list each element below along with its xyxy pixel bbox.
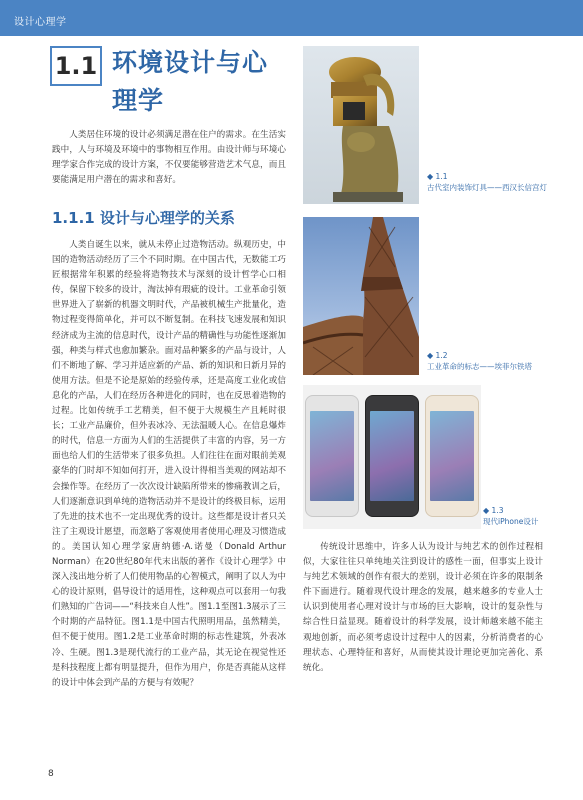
diamond-icon: ◆ [427,351,434,360]
figure-1-2-number: 1.2 [435,351,448,360]
figure-1-1-text: 古代室内装饰灯具——西汉长信宫灯 [427,182,547,192]
figure-1-3-caption [483,506,573,527]
page-number: 8 [48,769,54,779]
section-text: 人类自诞生以来，就从未停止过造物活动。纵观历史，中国的造物活动经历了三个不同时期。在中国古代，无数能工巧匠根据常年积累的经验将造物技术与深刻的设计哲学心口相传，保留下较多的设计，淘汰掉有瑕疵的设计。工业革命引领世界进入了崭新的机器文明时代，产品被机械生产批量化，造物过程变得简单化，并可以不断复制。在科技飞速发展和知识经济成为主流的信息时代，设计产品的精确性与功能性逐渐加强，种类与样式也愈加繁杂。面对品种繁多的产品与设计，人们不断地了解、学习并适应新的产品、新的知识和日新月异的使用方法。但是不论是原始的经验传承，还是高度工业化或信息化的产品，人们在经历各种进化的同时，也在反思着造物的过程。比如传统手工艺精美，但不便于大规模生产且耗时很长；工业产品廉价，但外表冰冷、无法温暖人心。在信息爆炸的时代，信息一方面为人们的生活提供了丰富的内容，另一方面也给人们的生活带来了很多负担。人们往往在面对眼前美观豪华的门时却不知如何打开，进入设计得相当美观的网站却不会操作等。在经历了一次次设计缺陷所带来的惨痛教训之后，人们逐渐意识到单纯的造物活动并不是设计的终极目标，运用了先进的技术也不一定出现优秀的设计。这些都是设计者只关注了主观设计愿望，而忽略了客观使用者使用心理及习惯造成的。美国认知心理学家唐纳德·A.诺曼（Donald Arthur Norman）在20世纪80年代末出版的著作《设计心理学》中深入浅出地分析了人们使用物品的心智模式，阐明了以人为中心的设计原则，倡导设计的适用性，这种观点可以套用一句我们熟知的广告词——“科技来自人性”。图1.1至图1.3展示了三个时期的产品特征。图1.1是中国古代照明用品，虽然精美，但不便于使用。图1.2是工业革命时期的标志性建筑，外表冰冷、生硬。图1.3是现代流行的工业产品，其无论在视觉性还是科技程度上都有明显提升，但作为用户，你是否真能从这样的设计中体会到产品的方便与有效呢？ [52,240,286,688]
diamond-icon: ◆ [427,172,434,181]
section-body [52,238,286,691]
diamond-icon: ◆ [483,506,490,515]
intro-text: 人类居住环境的设计必须满足潜在住户的需求。在生活实践中，人与环境及环境中的事物相互作用。由设计师与环境心理学家合作完成的设计方案，不仅要能够营造艺术气息，而且要能满足用户潜在的需求和喜好。 [52,130,286,186]
figure-1-3-photo [303,385,481,529]
figure-1-3-number: 1.3 [491,506,504,515]
figure-1-2-text: 工业革命的标志——埃菲尔铁塔 [427,361,532,371]
lamp-image [303,46,419,204]
phone-silver [305,395,359,517]
phone-space-gray [365,395,419,517]
eiffel-tower-image [303,217,419,375]
intro-paragraph [52,128,286,188]
figure-1-2-caption [427,351,555,372]
figure-1-3-text: 现代iPhone设计 [483,516,539,526]
running-title: 设计心理学 [14,17,67,28]
header-bar [0,0,583,36]
right-text: 传统设计思维中，许多人认为设计与纯艺术的创作过程相似，大家往往只单纯地关注到设计的感性一面，但事实上设计与纯艺术领域的创作有很大的差别，设计必须在许多的限制条件下面进行。随着现代设计理念的发展，越来越多的专业人士认识到使用者心理对设计与市场的巨大影响，设计的复杂性与综合性日益显现。随着设计的科学发展，设计师越来越不能主观地创新，而必须考虑设计过程中人的因素，分析消费者的心理状态、心理特征和喜好，从而使其设计理论更加完善化、系统化。 [303,542,543,673]
section-title: 1.1.1 设计与心理学的关系 [52,209,235,227]
phone-gold [425,395,479,517]
figure-1-1-number: 1.1 [435,172,448,181]
right-paragraph [303,540,543,676]
figure-1-1-photo [303,46,419,204]
chapter-title: 环境设计与心理学 [112,48,269,115]
figure-1-2-photo [303,217,419,375]
figure-1-1-caption [427,172,555,193]
chapter-number: 1.1 [50,46,102,86]
